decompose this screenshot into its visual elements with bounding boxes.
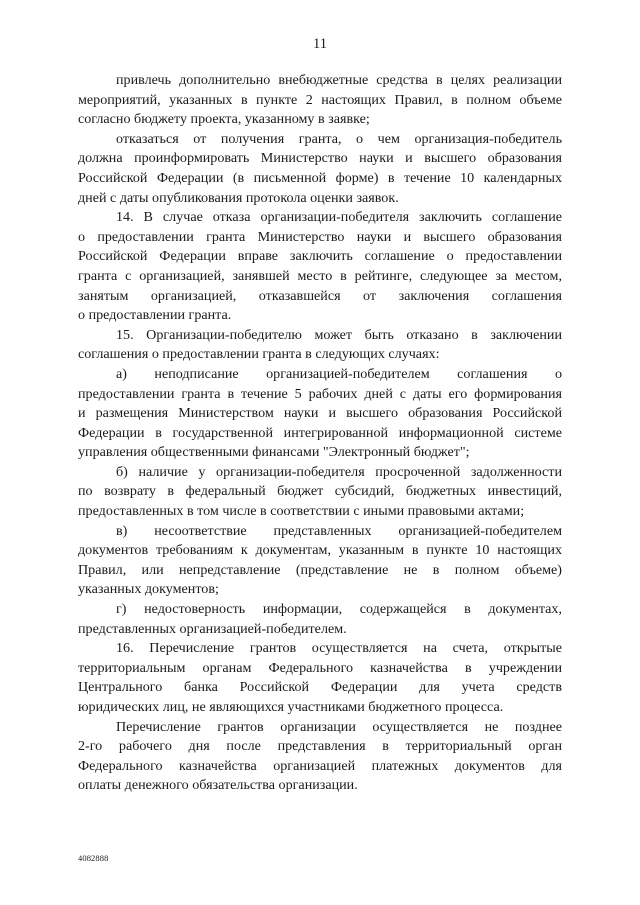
text-line: 16. Перечисление грантов осуществляется на счета, открытые xyxy=(116,640,562,657)
paragraph xyxy=(78,463,562,522)
text-line: по возврату в федеральный бюджет субсидий, бюджетных инвестиций, xyxy=(78,483,562,500)
text-line: Перечисление грантов организации осуществляется не позднее xyxy=(116,718,562,735)
text-line: а) неподписание организацией-победителем соглашения о xyxy=(116,365,562,382)
text-line: предоставлении гранта в течение 5 рабочих дней с даты его формирования xyxy=(78,385,562,402)
text-line: Федерации в государственной интегрированной информационной системе xyxy=(78,424,562,441)
paragraph xyxy=(78,208,562,326)
text-line: г) недостоверность информации, содержащейся в документах, xyxy=(116,601,562,618)
text-line: должна проинформировать Министерство науки и высшего образования xyxy=(78,150,562,167)
paragraph xyxy=(78,365,562,463)
footer-document-code: 4082888 xyxy=(78,853,109,863)
text-line: согласно бюджету проекта, указанному в заявке; xyxy=(78,111,370,128)
text-line: 14. В случае отказа организации-победителя заключить соглашение xyxy=(116,209,562,226)
text-line: дней с даты опубликования протокола оценки заявок. xyxy=(78,189,399,206)
text-line: территориальным органам Федерального казначейства в учреждении xyxy=(78,659,562,676)
text-line: управления общественными финансами "Электронный бюджет"; xyxy=(78,444,470,461)
text-line: юридических лиц, не являющихся участниками бюджетного процесса. xyxy=(78,699,504,715)
paragraph xyxy=(78,326,562,365)
text-line: и размещения Министерством науки и высшего образования Российской xyxy=(78,405,562,422)
text-line: в) несоответствие представленных организацией-победителем xyxy=(116,522,562,539)
paragraph xyxy=(78,130,562,208)
text-line: мероприятий, указанных в пункте 2 настоящих Правил, в полном объеме xyxy=(78,91,562,108)
text-line: представленных организацией-победителем. xyxy=(78,620,347,637)
text-line: указанных документов; xyxy=(78,581,219,598)
text-line: соглашения о предоставлении гранта в следующих случаях: xyxy=(78,346,440,363)
text-line: занятым организацией, отказавшейся от заключения соглашения xyxy=(78,287,562,304)
text-line: Федерального казначейства организацией платежных документов для xyxy=(78,757,562,774)
document-body xyxy=(78,71,562,796)
paragraph xyxy=(78,600,562,639)
page-number: 11 xyxy=(313,36,327,52)
text-line: документов требованиям к документам, указанным в пункте 10 настоящих xyxy=(78,542,562,559)
text-line: о предоставлении гранта Министерство науки и высшего образования xyxy=(78,228,562,245)
text-line: предоставленных в том числе в соответствии с иными правовыми актами; xyxy=(78,503,525,520)
text-line: Правил, или непредставление (представление не в полном объеме) xyxy=(78,561,562,578)
paragraph xyxy=(78,522,562,600)
text-line: оплаты денежного обязательства организации. xyxy=(78,777,358,794)
text-line: Российской Федерации (в письменной форме) в течение 10 календарных xyxy=(78,169,562,186)
paragraph xyxy=(78,71,562,130)
text-line: 15. Организации-победителю может быть отказано в заключении xyxy=(116,326,562,343)
text-line: 2-го рабочего дня после представления в территориальный орган xyxy=(78,738,562,755)
text-line: б) наличие у организации-победителя просроченной задолженности xyxy=(116,463,562,480)
text-line: Центрального банка Российской Федерации для учета средств xyxy=(78,679,562,696)
text-line: Российской Федерации вправе заключить соглашение о предоставлении xyxy=(78,248,562,265)
text-line: гранта с организацией, занявшей место в рейтинге, следующее за местом, xyxy=(78,267,562,284)
paragraph xyxy=(78,639,562,717)
text-line: отказаться от получения гранта, о чем организация-победитель xyxy=(116,130,562,147)
paragraph xyxy=(78,718,562,796)
text-line: привлечь дополнительно внебюджетные средства в целях реализации xyxy=(116,72,562,88)
text-line: о предоставлении гранта. xyxy=(78,307,232,324)
